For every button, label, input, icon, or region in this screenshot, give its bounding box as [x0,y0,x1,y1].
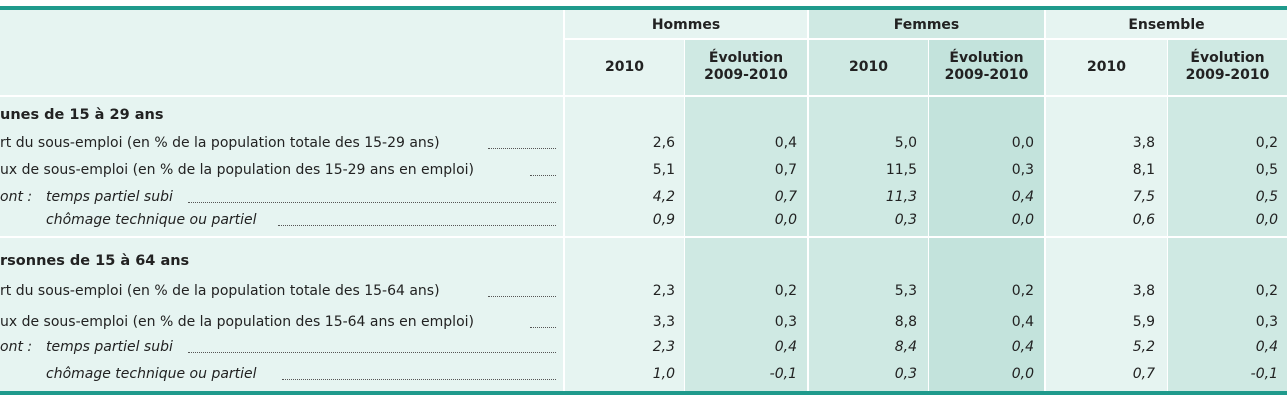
subheader-evolution: Évolution 2009-2010 [944,50,1029,83]
row-prefix: ont : [0,339,33,355]
leader-dots [530,327,556,328]
header-hommes: Hommes [651,17,721,33]
cell: 3,3 [652,314,675,330]
leader-dots [278,225,556,226]
subheader-evolution: Évolution 2009-2010 [1185,50,1270,83]
leader-dots [488,296,556,297]
cell: 0,9 [652,212,675,228]
cell: 0,0 [1011,366,1034,382]
cell: 0,4 [1011,189,1034,205]
leader-dots [488,148,556,149]
cell: 0,0 [1011,135,1034,151]
cell: 3,8 [1132,283,1155,299]
cell: 0,5 [1255,189,1278,205]
leader-dots [188,352,556,353]
cell: 0,0 [774,212,797,228]
cell: 0,6 [1132,212,1155,228]
header-femmes: Femmes [893,17,960,33]
cell: 11,5 [885,162,917,178]
cell: 5,0 [894,135,917,151]
cell: 2,3 [652,339,675,355]
row-label: temps partiel subi [46,189,173,205]
cell: -0,1 [1250,366,1278,382]
subheader-2010: 2010 [605,59,644,75]
subheader-2010: 2010 [1087,59,1126,75]
cell: 0,2 [1255,135,1278,151]
cell: 11,3 [885,189,917,205]
cell: 4,2 [652,189,675,205]
row-label: chômage technique ou partiel [46,366,257,382]
cell: 0,3 [894,366,917,382]
cell: 0,3 [774,314,797,330]
leader-dots [188,202,556,203]
cell: -0,1 [769,366,797,382]
header-bottom-separator [0,95,1287,97]
row-label: chômage technique ou partiel [46,212,257,228]
leader-dots [530,175,556,176]
cell: 0,7 [1132,366,1155,382]
cell: 7,5 [1132,189,1155,205]
cell: 0,3 [1011,162,1034,178]
cell: 2,3 [652,283,675,299]
cell: 8,4 [894,339,917,355]
cell: 0,4 [1011,314,1034,330]
cell: 0,2 [774,283,797,299]
subheader-evolution: Évolution 2009-2010 [704,50,788,83]
bottom-border [0,391,1287,395]
cell: 0,0 [1255,212,1278,228]
header-ensemble: Ensemble [1128,17,1205,33]
cell: 2,6 [652,135,675,151]
section-title: rsonnes de 15 à 64 ans [0,253,190,269]
subheader-2010: 2010 [849,59,888,75]
section-separator [0,236,1287,238]
cell: 0,4 [1255,339,1278,355]
cell: 0,5 [1255,162,1278,178]
cell: 0,4 [1011,339,1034,355]
cell: 1,0 [652,366,675,382]
cell: 0,2 [1011,283,1034,299]
cell: 8,1 [1132,162,1155,178]
row-label: ux de sous-emploi (en % de la population des 15-64 ans en emploi) [0,314,474,330]
cell: 5,2 [1132,339,1155,355]
cell: 0,4 [774,339,797,355]
cell: 0,7 [774,162,797,178]
cell: 0,3 [894,212,917,228]
row-prefix: ont : [0,189,33,205]
row-label: rt du sous-emploi (en % de la population totale des 15-64 ans) [0,283,440,299]
cell: 0,2 [1255,283,1278,299]
leader-dots [282,379,556,380]
cell: 0,3 [1255,314,1278,330]
section-title: unes de 15 à 29 ans [0,107,164,123]
cell: 5,1 [652,162,675,178]
row-label: rt du sous-emploi (en % de la population totale des 15-29 ans) [0,135,440,151]
row-label: temps partiel subi [46,339,173,355]
cell: 0,4 [774,135,797,151]
cell: 3,8 [1132,135,1155,151]
row-label: ux de sous-emploi (en % de la population des 15-29 ans en emploi) [0,162,474,178]
cell: 5,9 [1132,314,1155,330]
cell: 0,7 [774,189,797,205]
cell: 5,3 [894,283,917,299]
cell: 8,8 [894,314,917,330]
header-separator [565,38,1287,40]
cell: 0,0 [1011,212,1034,228]
